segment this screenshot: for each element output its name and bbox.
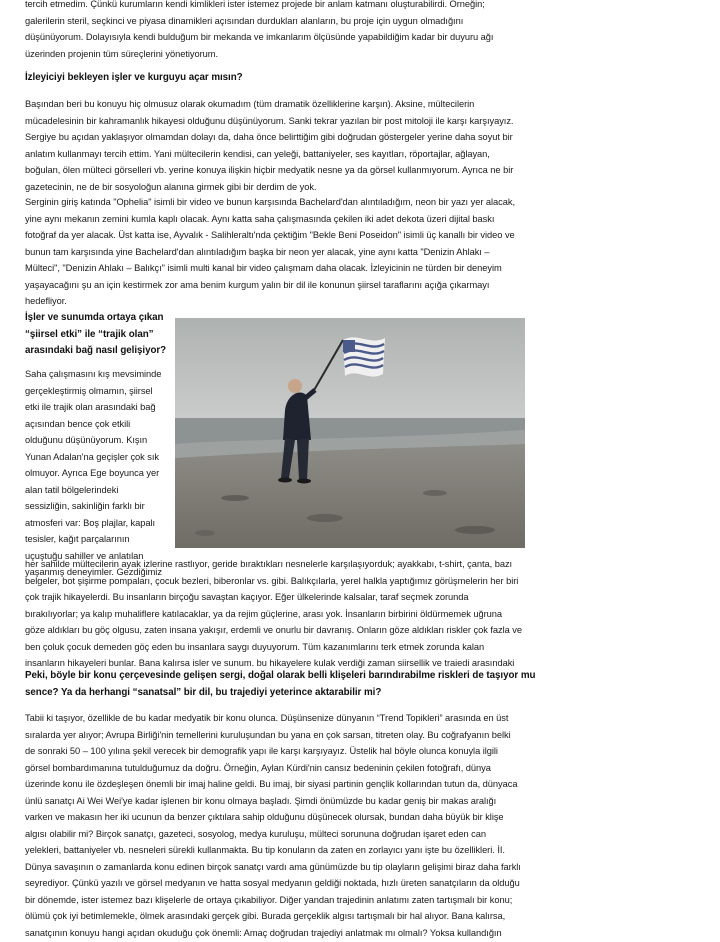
text-line: mücadelesinin bir kahramanlık hikayesi olduğunu düşünüyorum. Sanki tekrar yazılan bir post mitoloji ile karşı karşıyayız.	[25, 115, 514, 126]
text-line: açısından bence çok etkili	[25, 418, 131, 429]
text-line: anlatım kullanmayı tercih ettim. Yani mültecilerin kendisi, can yeleği, battaniyeler, ses kayıtları, röportajlar, ağlayan,	[25, 148, 490, 159]
heading-line: sence? Ya da herhangi “sanatsal” bir dil, bu trajediyi yeterince aktarabilir mi?	[25, 686, 382, 698]
text-line: ölümü çok iyi betimlemekle, ölmek arasındaki gerçek gibi. Burada gerçeklik algısı tartışmalı bir hal alıyor. Bana kalırsa,	[25, 911, 506, 921]
question-heading-2	[25, 310, 175, 360]
text-line: boğulan, ölen mülteci görselleri vb. yerine konuya ilişkin hiçbir medyatik nesne ya da görsel kullanmıyorum. Ayrıca ne bir	[25, 165, 514, 175]
text-line: ünlü sanatçı Ai Wei Wei'ye kadar işlenen bir konu olmaya başladı. Şimdi önümüzde bu kadar geniş bir makas aralığı	[25, 795, 497, 806]
text-line: düşünüyorum. Dolayısıyla kendi bulduğum bir mekanda ve imkanlarım ölçüsünde yapabildiğim kadar bir duyuru ağı	[25, 32, 494, 42]
text-line: Mülteci", "Denizin Ahlakı – Balıkçı" isimli multi kanal bir video çalışmam daha olacak. İzleyicinin ne türden bir deneyim	[25, 263, 502, 273]
text-line: bir dönemde, ister istemez bazı klişelerle de ortaya çıkabiliyor. Diğer yandan trajedinin anlatımı zaten tartışmalı bir konu;	[25, 894, 513, 905]
text-line: de sonraki 50 – 100 yılına şekil verecek bir demografik yapı ile karşı karşıyayız. Üstelik hal böyle olunca konuyla ilgili	[25, 746, 498, 756]
answer-paragraph-3-narrow	[25, 366, 175, 581]
text-line: bunun tam karşısında yine Bachelard'dan alıntıladığım başka bir neon yer alacak, yine aynı katta "Denizin Ahlakı –	[25, 246, 490, 257]
heading-line: arasındaki bağ nasıl gelişiyor?	[25, 345, 167, 356]
text-line: uçuştuğu sahiller ve anlatılan	[25, 550, 144, 561]
heading-line: “şiirsel etki” ile “trajik olan”	[25, 328, 154, 340]
text-line: üzerinden projenin tüm süreçlerini yönetiyorum.	[25, 48, 218, 59]
text-line: Saha çalışmasını kış mevsiminde	[25, 369, 162, 379]
text-line: üzerinde konu ile özdeşleşen önemli bir imaj haline geldi. Bu imaj, bir siyasi partinin gençlik kollarından tutun da, dünyaca	[25, 779, 518, 789]
text-line: insanların hikayeleri bunlar. Bana kalırsa isler ve sunum. bu hikayelere kulak verdiği zaman siirsellik ve traiedi arasındaki	[25, 658, 515, 668]
text-line: Dünya savaşının o zamanlarda konu edinen birçok sanatçı vardı ama günümüzde bu tip olayların gelişimi biraz daha farklı	[25, 861, 521, 872]
text-line: tercih etmedim. Çünkü kurumların kendi kimlikleri ister istemez projede bir anlam katmanı oluşturabilirdi. Örneğin;	[25, 0, 485, 9]
text-line: bırakılıyorlar; ya kalıp muhaliflere katılacaklar, ya da rejim güçlerine, arası yok. İnsanların birbirini öldürmemek uğruna	[25, 608, 502, 619]
answer-paragraph-4	[25, 710, 697, 941]
text-line: olduğunu düşünüyorum. Kışın	[25, 435, 148, 445]
text-line: yaşanmış deneyimler. Gezdiğimiz	[25, 567, 162, 577]
text-line: Başından beri bu konuyu hiç olmusuz olarak okumadım (tüm dramatik özelliklerine karşın). Aksine, mültecilerin	[25, 99, 475, 109]
text-line: belgeler, bot şişirme pompaları, çocuk bezleri, biberonlar vs. gibi. Balıkçılarla, yerel halkla yaptığımız görüşmelerin her biri	[25, 575, 519, 586]
answer-paragraph-2	[25, 194, 697, 310]
text-line: ben çoluk çocuk demeden göç eden bu insanlara saygı duyuyorum. Tüm kazanımlarını terk etmek zorunda kalan	[25, 641, 485, 652]
text-line: Yunan Adalan'na geçişler çok sık	[25, 451, 160, 462]
text-line: varken ve makasın her iki ucunun da benzer çıktılara sahip olduğunu düşünecek olursak, bundan daha büyük bir klişe	[25, 812, 504, 822]
text-line: etki ile trajik olan arasındaki bağ	[25, 402, 156, 412]
heading-line: Peki, böyle bir konu çerçevesinde gelişen sergi, doğal olarak belli klişeleri barındırabilme riskleri de taşıyor mu	[25, 670, 536, 681]
text-line: Sergiye bu açıdan yaklaşıyor olmamdan dolayı da, daha önce belirttiğim gibi doğrudan göstergeler yerine daha soyut bir	[25, 132, 513, 142]
text-line: hedefliyor.	[25, 296, 67, 306]
text-line: olmuyor. Ayrıca Ege boyunca yer	[25, 468, 160, 478]
text-line: yine aynı mekanın zemini kumla kaplı olacak. Aynı katta saha çalışmasında çekilen iki adet dekota üzeri dijital baskı	[25, 213, 495, 224]
text-line: seyrediyor. Çünkü yazılı ve görsel medyanın ve hatta sosyal medyanın geldiği noktada, hızlı üreten sanatçıların da olduğu	[25, 878, 520, 888]
text-line: sıralarda yer alıyor; Avrupa Birliği'nin temellerini kuruluşundan bu yana en çok sarsan, titreten olay. Bu coğrafyanın belki	[25, 729, 511, 740]
text-line: tesisler, kağıt parçalarının	[25, 534, 130, 544]
text-line: çok trajik hikayelerdi. Bu insanların birçoğu savaştan kaçıyor. Eğer ülkelerinde kalsalar, taraf seçmek zorunda	[25, 592, 469, 602]
text-line: sessizliğin, sakinliğin farklı bir	[25, 501, 145, 511]
text-line: Serginin giriş katında "Ophelia" isimli bir video ve bunun karşısında Bachelard'dan alıntıladığım, neon bir yazı yer alacak,	[25, 197, 516, 207]
text-line: göze aldıkları bu göç olgusu, zaten insana yakışır, erdemli ve onurlu bir davranış. Onların göze aldıkları riskler çok fazla ve	[25, 625, 522, 635]
text-line: yelekleri, battaniyeler vb. nesneleri sürekli kullanmakta. Bu tip konuların da zaten en zorlayıcı yanı işte bu özellikleri. İI.	[25, 845, 505, 855]
answer-paragraph-3-wide	[25, 556, 697, 672]
flag-on-beach-photo	[175, 318, 525, 548]
question-heading-1: İzleyiciyi bekleyen işler ve kurguyu açar mısın?	[25, 72, 243, 83]
text-line: her sahilde mültecilerin ayak izlerine rastlıyor, geride bıraktıkları nesnelerle karşılaşıyorduk; ayakkabı, t-shirt, çanta, bazı	[25, 559, 513, 569]
text-line: Tabii ki taşıyor, özellikle de bu kadar medyatik bir konu olunca. Düşünsenize dünyanın “Trend Topikleri” arasında en üst	[25, 713, 509, 723]
text-line: gerçekleştirmiş olmamın, şiirsel	[25, 385, 153, 396]
text-line: algısı olabilir mi? Birçok sanatçı, gazeteci, sosyolog, medya kuruluşu, mülteci sorununa doğrudan işaret eden can	[25, 828, 486, 839]
text-line: sanatçının konuyu hangi açıdan okuduğu çok önemli: Amaç doğrudan trajediyi anlatmak mı olmalı? Yoksa kullandığın	[25, 927, 502, 938]
text-line: yaşayacağını şu an için kestirmek zor ama benim kurgum yalın bir dil ile konunun şiirsel taraflarını açığa çıkarmayı	[25, 279, 490, 290]
text-line: atmosferi var: Boş plajlar, kapalı	[25, 517, 156, 528]
text-line: alan tatil bölgelerindeki	[25, 484, 119, 495]
intro-paragraph	[25, 0, 697, 62]
text-line: galerilerin steril, seçkinci ve piyasa dinamikleri açısından durdukları alanların, bu proje için uygun olmadığını	[25, 15, 464, 26]
text-line: görsel bombardımanına tutulduğumuz da doğru. Örneğin, Aylan Kürdi'nin cansız bedeninin çekilen fotoğrafı, dünya	[25, 762, 491, 773]
text-line: fotoğraf da yer alacak. Üst katta ise, Ayvalık - Salihleraltı'nda çektiğim "Bekle Beni Poseidon" isimli üç kanallı bir video ve	[25, 230, 515, 240]
question-heading-3	[25, 668, 697, 701]
heading-line: İşler ve sunumda ortaya çıkan	[25, 312, 164, 323]
answer-paragraph-1	[25, 96, 697, 195]
text-line: gazetecinin, ne de bir sosyoloğun alanına girmek gibi bir derdim de yok.	[25, 181, 317, 192]
